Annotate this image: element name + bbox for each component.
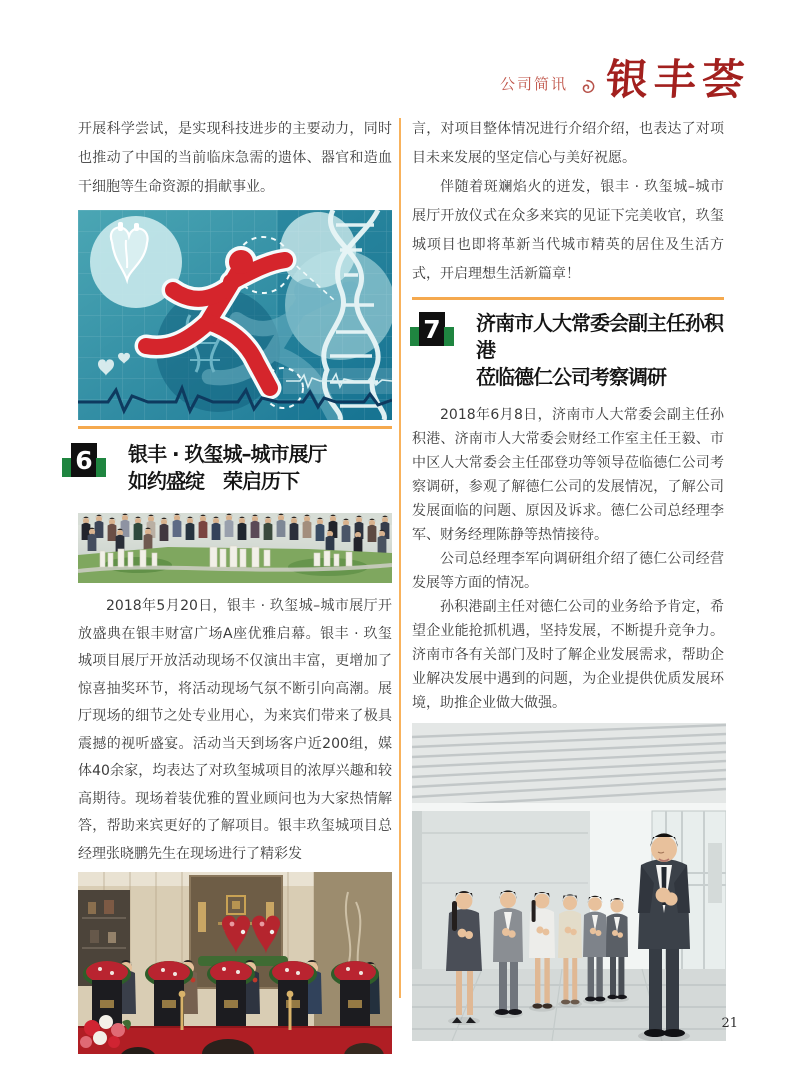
science-illustration-image: [78, 210, 392, 420]
section6-title: [128, 441, 327, 495]
page-header: [499, 55, 752, 104]
group-photo: [412, 723, 724, 1041]
group-scene: [412, 723, 726, 1041]
closing-paragraph: 伴随着斑斓焰火的迸发，银丰 · 玖玺城–城市展厅开放仪式在众多来宾的见证下完美收官，玖玺城项目也即将革新当代城市精英的居住及生活方式，开启理想生活新篇章！: [412, 179, 724, 282]
section6-body: 2018年5月20日，银丰 · 玖玺城–城市展厅开放盛典在银丰财富广场A座优雅启幕。银丰 · 玖玺城项目展厅开放活动现场不仅演出丰富，更增加了惊喜抽奖环节，将活动现场气氛不断引向高潮。展厅现场的细节之处专业用心，为来宾们带来了极具震撼的视听盛宴。活动当天到场客户近200组，媒体40余家，均表达了对玖玺城项目的浓厚兴趣和较高期待。现场着装优雅的置业顾问也为大家热情解答，帮助来宾更好的了解项目。银丰玖玺城项目总经理张晓鹏先生在现场进行了精彩发: [78, 598, 392, 862]
section6-heading: [62, 441, 392, 495]
right-column: [412, 115, 724, 1041]
section7-para1: 2018年6月8日，济南市人大常委会副主任孙积港、济南市人大常委会财经工作室主任王毅、市中区人大常委会主任邵登功等领导莅临德仁公司考察调研，参观了解德仁公司的发展情况，了解公司发展面临的问题、原因及诉求。德仁公司总经理李军、财务经理陈静等热情接待。: [412, 407, 724, 543]
section7-para2: 公司总经理李军向调研组介绍了德仁公司经营发展等方面的情况。: [412, 551, 724, 591]
section7-badge: [410, 312, 454, 346]
scale-model: [78, 546, 392, 583]
brand-calligraphy: 银丰荟: [604, 55, 752, 104]
section7-title: [476, 310, 724, 391]
crowd-photo: [78, 513, 392, 583]
swirl-icon: [578, 78, 596, 96]
section6-title-line1: 银丰 · 玖玺城–城市展厅: [128, 442, 327, 466]
ceremony-scene: [78, 872, 392, 1054]
section6-number: 6: [71, 443, 97, 477]
section7-title-line2: 莅临德仁公司考察调研: [476, 365, 666, 389]
orange-rule: [78, 426, 392, 429]
section6-badge: [62, 443, 106, 477]
section7-number: 7: [419, 312, 445, 346]
crowd-scene: [78, 513, 392, 583]
orange-rule: [412, 297, 724, 300]
section7-title-line1: 济南市人大常委会副主任孙积港: [476, 311, 723, 362]
column-divider: [399, 118, 401, 998]
intro-paragraph: 开展科学尝试，是实现科技进步的主要动力，同时也推动了中国的当前临床急需的遗体、器官和造血干细胞等生命资源的捐献事业。: [78, 121, 392, 195]
section7-para3: 孙积港副主任对德仁公司的业务给予肯定，希望企业能抢抓机遇，坚持发展，不断提升竞争力。济南市各有关部门及时了解企业发展需求，帮助企业解决发展中遇到的问题，为企业提供优质发展环境，助推企业做大做强。: [412, 599, 724, 711]
section-label: 公司简讯: [499, 75, 568, 93]
science-illustration: [78, 210, 392, 420]
continuation-paragraph: 言，对项目整体情况进行介绍介绍，也表达了对项目未来发展的坚定信心与美好祝愿。: [412, 121, 724, 166]
page-number: 21: [721, 1016, 738, 1031]
section7-heading: [410, 310, 724, 391]
section6-title-line2: 如约盛绽 荣启历下: [128, 469, 299, 493]
ceiling: [412, 723, 726, 811]
left-column: [75, 115, 392, 1054]
ceremony-photo: [78, 872, 392, 1054]
